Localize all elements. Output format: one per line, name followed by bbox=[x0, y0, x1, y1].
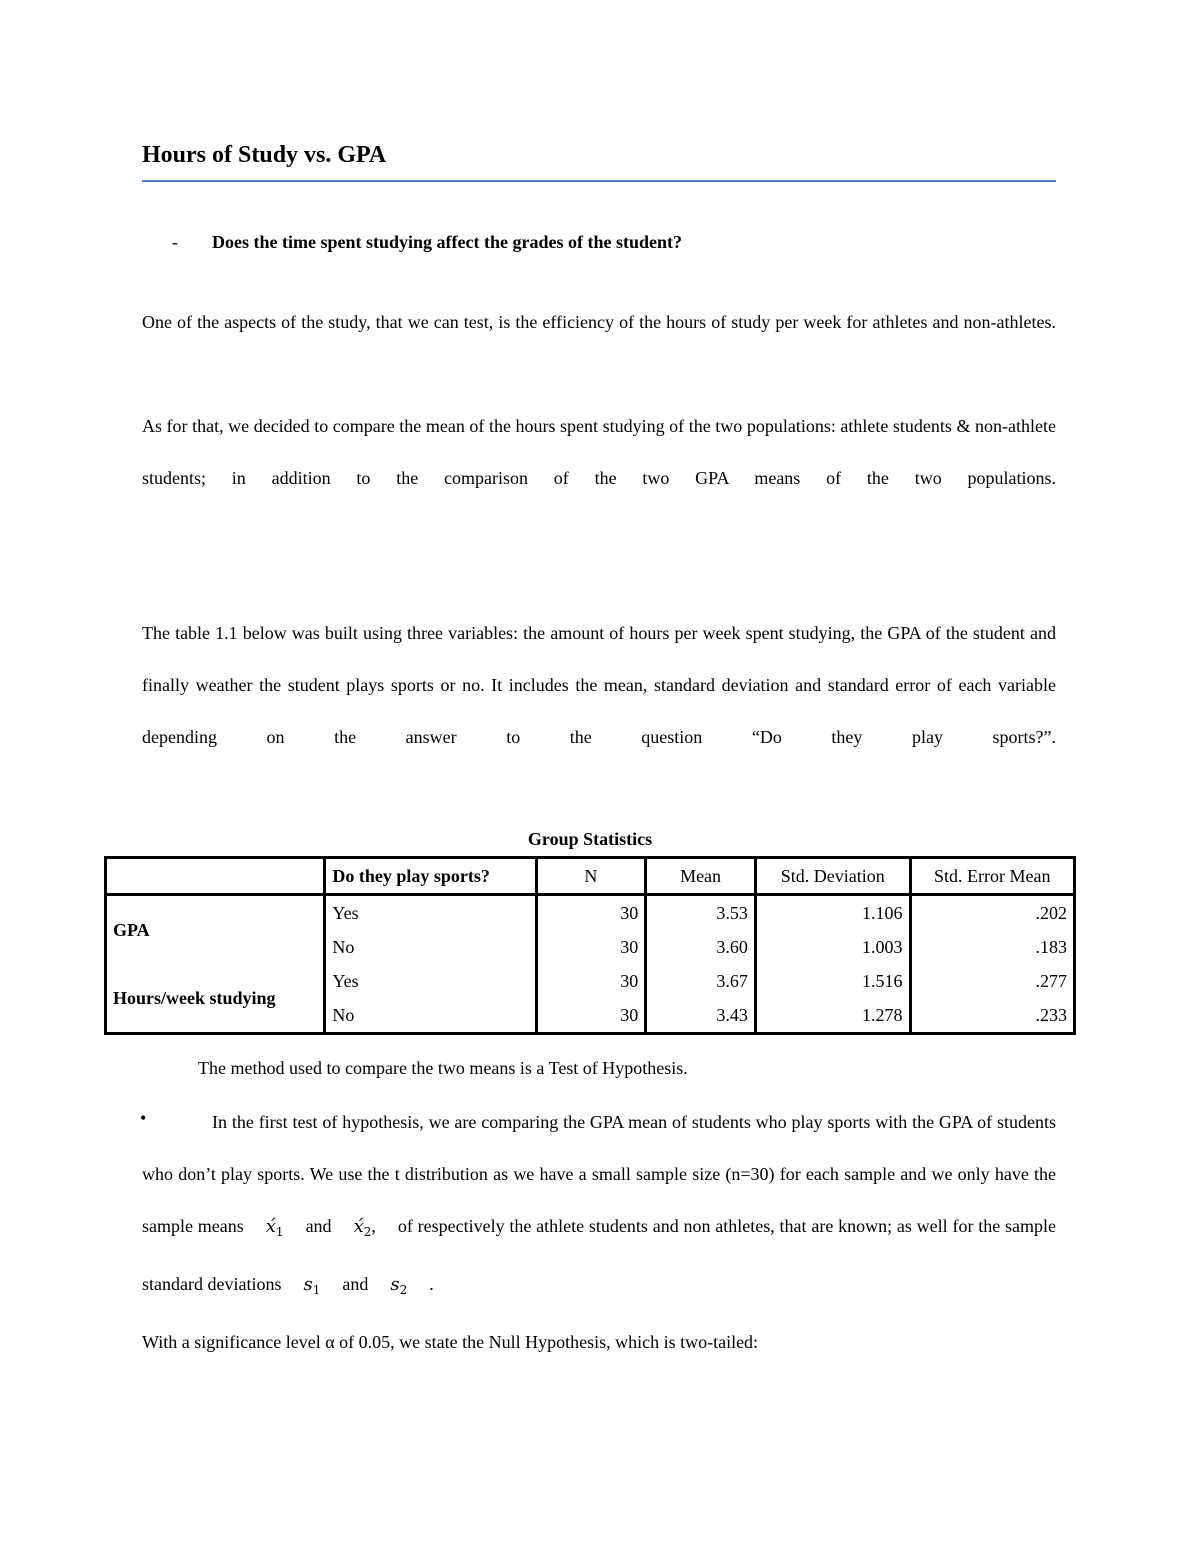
table-row bbox=[106, 964, 1075, 998]
cell-mean: 3.67 bbox=[646, 964, 756, 998]
cell-se: .233 bbox=[910, 998, 1074, 1034]
cell-n: 30 bbox=[536, 895, 646, 931]
cell-answer: No bbox=[325, 930, 536, 964]
cell-se: .277 bbox=[910, 964, 1074, 998]
cell-se: .202 bbox=[910, 895, 1074, 931]
cell-answer: Yes bbox=[325, 964, 536, 998]
hypothesis-text-3: With a significance level α of 0.05, we state the Null Hypothesis, which is two-tailed: bbox=[142, 1332, 759, 1352]
header-sd: Std. Deviation bbox=[755, 858, 910, 895]
symbol-s2: $s_2$ bbox=[390, 1274, 408, 1297]
cell-sd: 1.106 bbox=[755, 895, 910, 931]
cell-sd: 1.003 bbox=[755, 930, 910, 964]
paragraph-table-description: The table 1.1 below was built using three variables: the amount of hours per week spent studying, the GPA of the student and finally weather the student plays sports or no. It includes the mean, standard deviation and standard error of each variable depending on the answer to the question “Do they play sports?”. bbox=[142, 623, 1056, 747]
header-sports: Do they play sports? bbox=[325, 858, 536, 895]
table-caption: Group Statistics bbox=[527, 829, 653, 849]
symbol-s1: $s_1$ bbox=[303, 1274, 321, 1297]
cell-answer: Yes bbox=[325, 895, 536, 931]
and-2: and bbox=[342, 1274, 369, 1294]
symbol-x2: $x́_2$ bbox=[353, 1216, 372, 1239]
table-row bbox=[106, 895, 1075, 931]
cell-se: .183 bbox=[910, 930, 1074, 964]
group-statistics-table bbox=[104, 856, 1076, 1035]
method-sentence: The method used to compare the two means is a Test of Hypothesis. bbox=[198, 1058, 688, 1078]
page-title: Hours of Study vs. GPA bbox=[142, 142, 387, 168]
bullet-icon: • bbox=[140, 1108, 147, 1128]
table-header-row bbox=[106, 858, 1075, 895]
cell-sd: 1.278 bbox=[755, 998, 910, 1034]
hypothesis-text-2: of respectively the athlete students and non athletes, that are known; as well for the sample standard deviations bbox=[142, 1216, 1056, 1294]
paragraph-hypothesis bbox=[142, 1096, 1056, 1368]
cell-n: 30 bbox=[536, 964, 646, 998]
cell-answer: No bbox=[325, 998, 536, 1034]
and-1: and bbox=[305, 1216, 332, 1236]
header-se: Std. Error Mean bbox=[910, 858, 1074, 895]
paragraph-efficiency: One of the aspects of the study, that we can test, is the efficiency of the hours of study per week for athletes and non-athletes. bbox=[142, 312, 1056, 332]
header-n: N bbox=[536, 858, 646, 895]
group-gpa: GPA bbox=[113, 919, 150, 940]
cell-mean: 3.43 bbox=[646, 998, 756, 1034]
paragraph-comparison: As for that, we decided to compare the mean of the hours spent studying of the two populations: athlete students & non-athlete students; in addition to the comparison of the two GPA means of the two populations. bbox=[142, 416, 1056, 488]
question-dash: - bbox=[172, 232, 178, 252]
symbol-x1: $x́_1$ bbox=[265, 1216, 284, 1239]
comma: , bbox=[371, 1216, 376, 1236]
cell-mean: 3.60 bbox=[646, 930, 756, 964]
header-mean: Mean bbox=[646, 858, 756, 895]
period: . bbox=[429, 1274, 434, 1294]
cell-mean: 3.53 bbox=[646, 895, 756, 931]
group-hours: Hours/week studying bbox=[113, 987, 276, 1008]
cell-n: 30 bbox=[536, 998, 646, 1034]
cell-sd: 1.516 bbox=[755, 964, 910, 998]
title-underline bbox=[142, 180, 1056, 182]
header-blank bbox=[106, 858, 325, 895]
hypothesis-text-1: In the first test of hypothesis, we are comparing the GPA mean of students who play sports with the GPA of students who don’t play sports. We use the t distribution as we have a small sample size (n=30) for each sample and we only have the sample means bbox=[142, 1112, 1056, 1236]
research-question bbox=[172, 232, 682, 253]
cell-n: 30 bbox=[536, 930, 646, 964]
question-text: Does the time spent studying affect the grades of the student? bbox=[212, 232, 682, 252]
